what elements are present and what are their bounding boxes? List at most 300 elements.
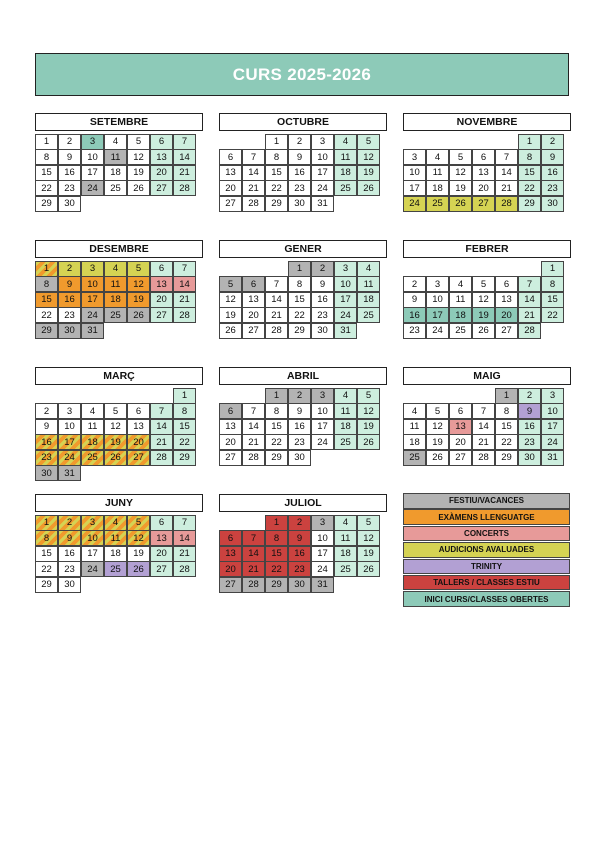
day-cell: 11 xyxy=(104,276,128,292)
day-cell: 19 xyxy=(127,292,151,308)
day-cell: 20 xyxy=(219,434,243,450)
day-cell: 4 xyxy=(449,276,473,292)
day-cell: 23 xyxy=(288,434,312,450)
day-cell: 24 xyxy=(541,434,565,450)
day-cell: 16 xyxy=(288,419,312,435)
day-cell: 23 xyxy=(541,180,565,196)
day-cell: 18 xyxy=(426,180,450,196)
day-cell: 12 xyxy=(127,530,151,546)
day-cell: 18 xyxy=(104,292,128,308)
day-cell: 20 xyxy=(472,180,496,196)
day-cell: 1 xyxy=(35,261,59,277)
day-cell: 17 xyxy=(311,165,335,181)
day-cell: 26 xyxy=(472,323,496,339)
day-cell: 21 xyxy=(173,292,197,308)
day-cell: 19 xyxy=(357,546,381,562)
day-cell: 30 xyxy=(541,196,565,212)
empty-cell xyxy=(472,388,496,404)
day-cell: 3 xyxy=(311,388,335,404)
page-title: CURS 2025-2026 xyxy=(232,64,372,84)
day-cell: 23 xyxy=(288,180,312,196)
day-cell: 19 xyxy=(357,419,381,435)
day-cell: 2 xyxy=(58,261,82,277)
day-cell: 18 xyxy=(104,546,128,562)
month-title: SETEMBRE xyxy=(35,113,203,131)
day-cell: 8 xyxy=(495,403,519,419)
day-cell: 23 xyxy=(35,450,59,466)
day-cell: 23 xyxy=(58,307,82,323)
day-cell: 24 xyxy=(81,307,105,323)
day-cell: 20 xyxy=(127,434,151,450)
day-cell: 25 xyxy=(426,196,450,212)
day-cell: 22 xyxy=(35,180,59,196)
day-cell: 10 xyxy=(81,276,105,292)
day-cell: 4 xyxy=(334,515,358,531)
legend-item: TALLERS / CLASSES ESTIU xyxy=(403,575,570,591)
day-cell: 12 xyxy=(357,403,381,419)
day-cell: 19 xyxy=(219,307,243,323)
day-cell: 17 xyxy=(81,292,105,308)
day-cell: 2 xyxy=(518,388,542,404)
day-cell: 26 xyxy=(219,323,243,339)
day-cell: 1 xyxy=(541,261,565,277)
day-cell: 2 xyxy=(288,134,312,150)
empty-cell xyxy=(495,261,519,277)
day-cell: 1 xyxy=(288,261,312,277)
day-cell: 24 xyxy=(311,180,335,196)
day-cell: 11 xyxy=(426,165,450,181)
day-cell: 18 xyxy=(449,307,473,323)
empty-cell xyxy=(81,388,105,404)
day-cell: 9 xyxy=(288,403,312,419)
day-cell: 2 xyxy=(58,515,82,531)
day-cell: 13 xyxy=(242,292,266,308)
day-cell: 14 xyxy=(150,419,174,435)
day-cell: 6 xyxy=(219,403,243,419)
day-cell: 21 xyxy=(265,307,289,323)
day-cell: 11 xyxy=(357,276,381,292)
day-cell: 8 xyxy=(35,149,59,165)
day-cell: 26 xyxy=(357,434,381,450)
empty-cell xyxy=(35,388,59,404)
day-cell: 19 xyxy=(426,434,450,450)
day-cell: 25 xyxy=(449,323,473,339)
day-cell: 24 xyxy=(426,323,450,339)
day-cell: 21 xyxy=(518,307,542,323)
day-cell: 29 xyxy=(265,196,289,212)
day-cell: 22 xyxy=(173,434,197,450)
month-title: MAIG xyxy=(403,367,571,385)
month-febrer xyxy=(403,240,571,339)
day-cell: 4 xyxy=(334,388,358,404)
day-cell: 20 xyxy=(150,165,174,181)
day-cell: 20 xyxy=(449,434,473,450)
day-cell: 4 xyxy=(426,149,450,165)
day-cell: 14 xyxy=(265,292,289,308)
day-cell: 22 xyxy=(518,180,542,196)
day-cell: 9 xyxy=(58,149,82,165)
month-title: ABRIL xyxy=(219,367,387,385)
day-cell: 13 xyxy=(150,149,174,165)
day-cell: 10 xyxy=(541,403,565,419)
day-cell: 26 xyxy=(127,180,151,196)
day-cell: 20 xyxy=(219,180,243,196)
day-cell: 7 xyxy=(150,403,174,419)
day-cell: 8 xyxy=(173,403,197,419)
legend-item: FESTIU/VACANCES xyxy=(403,493,570,509)
day-cell: 4 xyxy=(81,403,105,419)
day-cell: 18 xyxy=(357,292,381,308)
day-cell: 8 xyxy=(35,530,59,546)
day-cell: 5 xyxy=(219,276,243,292)
day-cell: 14 xyxy=(472,419,496,435)
day-cell: 5 xyxy=(357,388,381,404)
day-cell: 5 xyxy=(472,276,496,292)
day-cell: 16 xyxy=(518,419,542,435)
day-cell: 22 xyxy=(35,307,59,323)
day-cell: 29 xyxy=(265,450,289,466)
day-cell: 17 xyxy=(334,292,358,308)
day-cell: 31 xyxy=(334,323,358,339)
day-cell: 30 xyxy=(288,577,312,593)
day-cell: 28 xyxy=(518,323,542,339)
day-cell: 27 xyxy=(219,450,243,466)
day-cell: 13 xyxy=(449,419,473,435)
day-cell: 15 xyxy=(265,546,289,562)
day-cell: 26 xyxy=(449,196,473,212)
day-cell: 22 xyxy=(495,434,519,450)
day-cell: 14 xyxy=(242,165,266,181)
day-cell: 27 xyxy=(472,196,496,212)
day-cell: 30 xyxy=(58,577,82,593)
day-cell: 1 xyxy=(495,388,519,404)
day-cell: 26 xyxy=(104,450,128,466)
day-cell: 11 xyxy=(449,292,473,308)
day-cell: 16 xyxy=(288,165,312,181)
day-cell: 23 xyxy=(311,307,335,323)
day-cell: 8 xyxy=(265,530,289,546)
day-cell: 7 xyxy=(173,261,197,277)
day-cell: 30 xyxy=(288,450,312,466)
day-cell: 6 xyxy=(219,530,243,546)
day-cell: 27 xyxy=(242,323,266,339)
month-novembre xyxy=(403,113,571,212)
day-cell: 24 xyxy=(311,561,335,577)
day-cell: 8 xyxy=(518,149,542,165)
day-cell: 25 xyxy=(357,307,381,323)
empty-cell xyxy=(219,388,243,404)
day-cell: 1 xyxy=(265,134,289,150)
empty-cell xyxy=(426,261,450,277)
day-cell: 3 xyxy=(426,276,450,292)
day-cell: 21 xyxy=(150,434,174,450)
day-cell: 9 xyxy=(288,530,312,546)
day-cell: 29 xyxy=(35,323,59,339)
day-cell: 29 xyxy=(518,196,542,212)
day-cell: 17 xyxy=(81,165,105,181)
day-cell: 11 xyxy=(334,530,358,546)
day-cell: 3 xyxy=(541,388,565,404)
day-cell: 12 xyxy=(472,292,496,308)
day-cell: 4 xyxy=(104,515,128,531)
day-cell: 5 xyxy=(127,261,151,277)
empty-cell xyxy=(426,388,450,404)
day-cell: 28 xyxy=(242,196,266,212)
day-cell: 23 xyxy=(58,561,82,577)
empty-cell xyxy=(219,261,243,277)
day-cell: 10 xyxy=(311,403,335,419)
empty-cell xyxy=(518,261,542,277)
empty-cell xyxy=(472,261,496,277)
day-cell: 21 xyxy=(472,434,496,450)
day-cell: 25 xyxy=(334,561,358,577)
day-cell: 13 xyxy=(150,276,174,292)
empty-cell xyxy=(472,134,496,150)
day-cell: 7 xyxy=(173,515,197,531)
day-cell: 17 xyxy=(311,419,335,435)
day-cell: 30 xyxy=(288,196,312,212)
day-cell: 11 xyxy=(403,419,427,435)
day-cell: 10 xyxy=(334,276,358,292)
day-cell: 11 xyxy=(104,149,128,165)
day-cell: 15 xyxy=(495,419,519,435)
day-cell: 29 xyxy=(35,577,59,593)
day-cell: 31 xyxy=(311,196,335,212)
day-cell: 13 xyxy=(150,530,174,546)
day-cell: 27 xyxy=(449,450,473,466)
day-cell: 28 xyxy=(173,307,197,323)
day-cell: 26 xyxy=(127,561,151,577)
day-cell: 8 xyxy=(265,149,289,165)
day-cell: 27 xyxy=(219,196,243,212)
day-cell: 24 xyxy=(334,307,358,323)
empty-cell xyxy=(242,515,266,531)
month-grid xyxy=(35,134,203,212)
day-cell: 26 xyxy=(127,307,151,323)
day-cell: 5 xyxy=(449,149,473,165)
month-title: GENER xyxy=(219,240,387,258)
day-cell: 18 xyxy=(334,546,358,562)
month-juny xyxy=(35,494,203,593)
day-cell: 30 xyxy=(58,323,82,339)
empty-cell xyxy=(403,388,427,404)
day-cell: 28 xyxy=(265,323,289,339)
month-grid xyxy=(219,388,387,466)
day-cell: 11 xyxy=(104,530,128,546)
day-cell: 30 xyxy=(518,450,542,466)
day-cell: 21 xyxy=(173,165,197,181)
month-title: NOVEMBRE xyxy=(403,113,571,131)
legend-item: INICI CURS/CLASSES OBERTES xyxy=(403,591,570,607)
day-cell: 25 xyxy=(334,434,358,450)
day-cell: 17 xyxy=(541,419,565,435)
day-cell: 23 xyxy=(518,434,542,450)
day-cell: 6 xyxy=(150,515,174,531)
day-cell: 13 xyxy=(219,165,243,181)
month-gener xyxy=(219,240,387,339)
day-cell: 2 xyxy=(58,134,82,150)
day-cell: 3 xyxy=(334,261,358,277)
day-cell: 18 xyxy=(334,419,358,435)
day-cell: 7 xyxy=(173,134,197,150)
day-cell: 9 xyxy=(288,149,312,165)
day-cell: 6 xyxy=(449,403,473,419)
day-cell: 1 xyxy=(35,515,59,531)
empty-cell xyxy=(150,388,174,404)
day-cell: 31 xyxy=(311,577,335,593)
day-cell: 16 xyxy=(311,292,335,308)
day-cell: 15 xyxy=(265,165,289,181)
month-grid xyxy=(35,388,203,481)
day-cell: 2 xyxy=(288,515,312,531)
day-cell: 13 xyxy=(495,292,519,308)
day-cell: 24 xyxy=(311,434,335,450)
empty-cell xyxy=(449,261,473,277)
day-cell: 26 xyxy=(357,561,381,577)
empty-cell xyxy=(403,134,427,150)
day-cell: 3 xyxy=(311,134,335,150)
day-cell: 15 xyxy=(35,165,59,181)
day-cell: 21 xyxy=(242,434,266,450)
day-cell: 12 xyxy=(219,292,243,308)
day-cell: 8 xyxy=(35,276,59,292)
day-cell: 5 xyxy=(357,134,381,150)
day-cell: 27 xyxy=(150,307,174,323)
empty-cell xyxy=(449,134,473,150)
day-cell: 18 xyxy=(81,434,105,450)
day-cell: 23 xyxy=(288,561,312,577)
day-cell: 14 xyxy=(495,165,519,181)
day-cell: 20 xyxy=(150,292,174,308)
day-cell: 6 xyxy=(495,276,519,292)
day-cell: 6 xyxy=(472,149,496,165)
day-cell: 15 xyxy=(541,292,565,308)
day-cell: 1 xyxy=(518,134,542,150)
day-cell: 12 xyxy=(127,276,151,292)
day-cell: 31 xyxy=(81,323,105,339)
day-cell: 1 xyxy=(173,388,197,404)
day-cell: 5 xyxy=(426,403,450,419)
day-cell: 17 xyxy=(58,434,82,450)
day-cell: 5 xyxy=(357,515,381,531)
month-octubre xyxy=(219,113,387,212)
day-cell: 4 xyxy=(357,261,381,277)
day-cell: 30 xyxy=(311,323,335,339)
day-cell: 12 xyxy=(357,149,381,165)
month-abril xyxy=(219,367,387,466)
day-cell: 19 xyxy=(127,165,151,181)
day-cell: 24 xyxy=(81,561,105,577)
day-cell: 11 xyxy=(81,419,105,435)
day-cell: 21 xyxy=(173,546,197,562)
title-banner xyxy=(35,53,569,96)
day-cell: 14 xyxy=(173,149,197,165)
day-cell: 17 xyxy=(81,546,105,562)
day-cell: 17 xyxy=(426,307,450,323)
month-title: FEBRER xyxy=(403,240,571,258)
day-cell: 16 xyxy=(58,165,82,181)
month-setembre xyxy=(35,113,203,212)
day-cell: 15 xyxy=(173,419,197,435)
day-cell: 22 xyxy=(265,561,289,577)
day-cell: 15 xyxy=(265,419,289,435)
month-title: OCTUBRE xyxy=(219,113,387,131)
month-desembre xyxy=(35,240,203,339)
day-cell: 25 xyxy=(104,180,128,196)
month-grid xyxy=(403,388,571,466)
day-cell: 4 xyxy=(334,134,358,150)
day-cell: 21 xyxy=(495,180,519,196)
month-març xyxy=(35,367,203,481)
day-cell: 29 xyxy=(495,450,519,466)
day-cell: 9 xyxy=(58,276,82,292)
empty-cell xyxy=(219,515,243,531)
day-cell: 29 xyxy=(288,323,312,339)
day-cell: 2 xyxy=(403,276,427,292)
day-cell: 23 xyxy=(58,180,82,196)
day-cell: 29 xyxy=(265,577,289,593)
day-cell: 14 xyxy=(173,276,197,292)
day-cell: 12 xyxy=(127,149,151,165)
day-cell: 17 xyxy=(311,546,335,562)
day-cell: 22 xyxy=(35,561,59,577)
day-cell: 9 xyxy=(311,276,335,292)
day-cell: 15 xyxy=(518,165,542,181)
day-cell: 2 xyxy=(541,134,565,150)
day-cell: 8 xyxy=(288,276,312,292)
month-maig xyxy=(403,367,571,466)
day-cell: 13 xyxy=(219,546,243,562)
day-cell: 28 xyxy=(173,561,197,577)
day-cell: 3 xyxy=(311,515,335,531)
day-cell: 7 xyxy=(495,149,519,165)
day-cell: 11 xyxy=(334,149,358,165)
legend-item: TRINITY xyxy=(403,559,570,575)
day-cell: 16 xyxy=(541,165,565,181)
day-cell: 5 xyxy=(127,515,151,531)
day-cell: 6 xyxy=(150,134,174,150)
day-cell: 4 xyxy=(403,403,427,419)
month-title: JULIOL xyxy=(219,494,387,512)
month-grid xyxy=(219,134,387,212)
month-grid xyxy=(219,515,387,593)
month-title: MARÇ xyxy=(35,367,203,385)
day-cell: 25 xyxy=(104,307,128,323)
day-cell: 9 xyxy=(403,292,427,308)
day-cell: 18 xyxy=(403,434,427,450)
month-grid xyxy=(35,261,203,339)
day-cell: 27 xyxy=(150,561,174,577)
day-cell: 24 xyxy=(403,196,427,212)
month-juliol xyxy=(219,494,387,593)
day-cell: 27 xyxy=(127,450,151,466)
day-cell: 26 xyxy=(426,450,450,466)
day-cell: 5 xyxy=(127,134,151,150)
day-cell: 1 xyxy=(265,388,289,404)
day-cell: 13 xyxy=(127,419,151,435)
empty-cell xyxy=(58,388,82,404)
legend-item: AUDICIONS AVALUADES xyxy=(403,542,570,558)
day-cell: 28 xyxy=(242,577,266,593)
day-cell: 6 xyxy=(150,261,174,277)
day-cell: 30 xyxy=(58,196,82,212)
day-cell: 19 xyxy=(127,546,151,562)
month-grid xyxy=(35,515,203,593)
day-cell: 6 xyxy=(242,276,266,292)
empty-cell xyxy=(403,261,427,277)
day-cell: 15 xyxy=(35,546,59,562)
legend xyxy=(403,493,570,608)
